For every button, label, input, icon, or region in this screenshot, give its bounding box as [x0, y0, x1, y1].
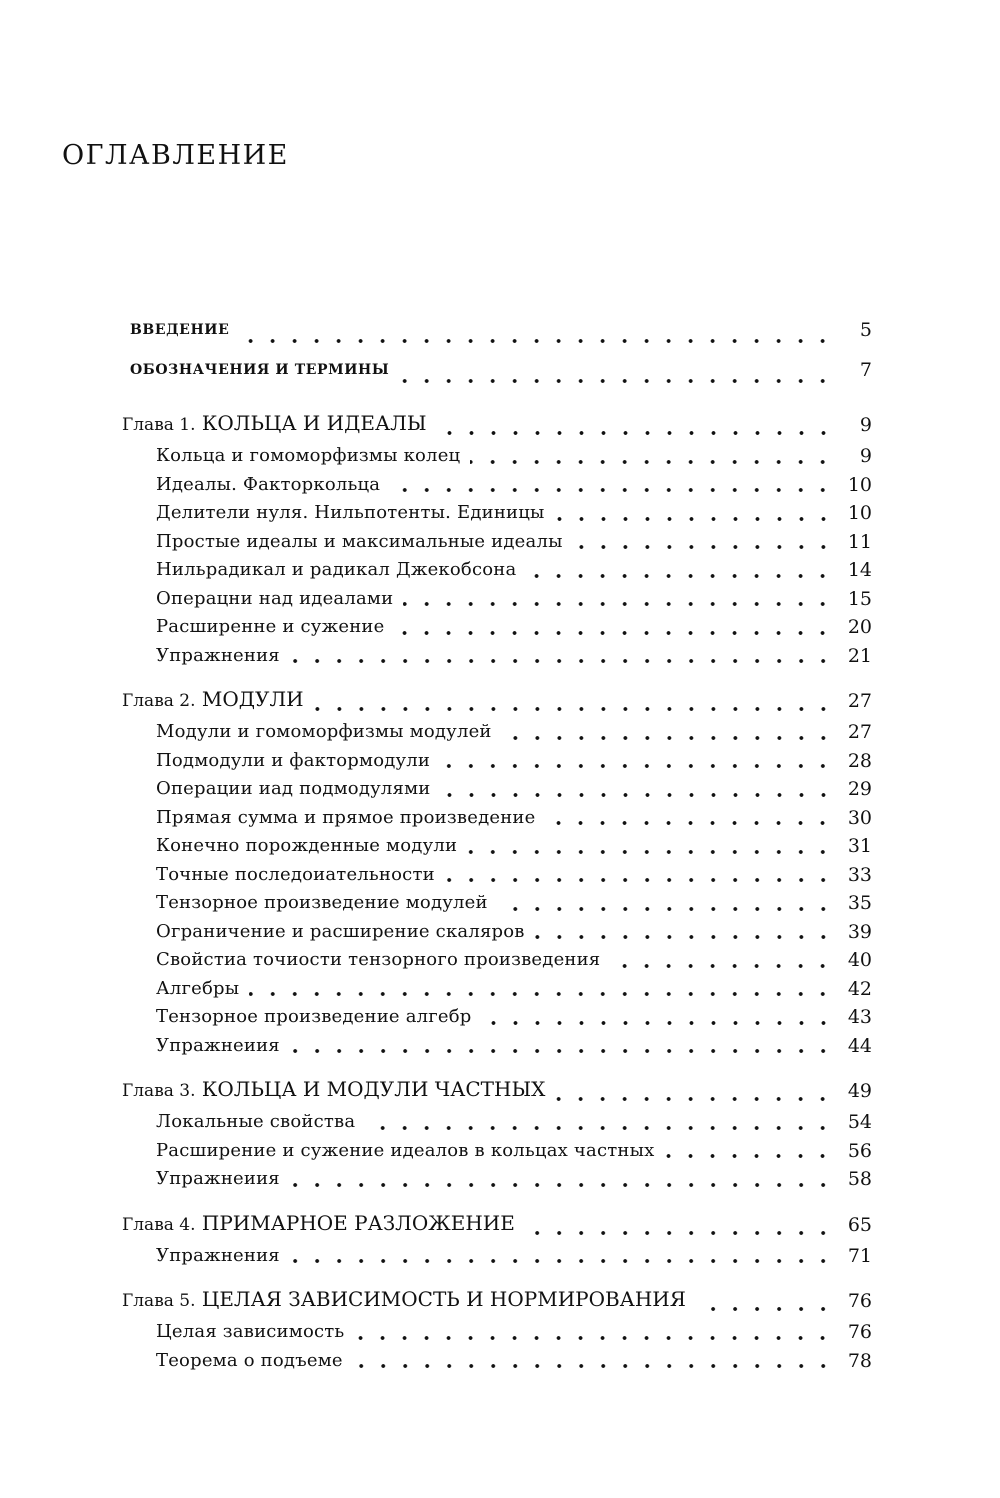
dot-leader — [290, 1183, 834, 1187]
toc-entry-page: 54 — [847, 1111, 872, 1133]
dot-leader — [365, 1126, 834, 1130]
toc-entry-page: 21 — [847, 644, 872, 667]
toc-section[interactable] — [122, 747, 872, 776]
toc-entry-page: 44 — [847, 1034, 872, 1057]
toc-section[interactable] — [122, 1242, 872, 1271]
toc-section-title: Упражнеиия — [156, 1168, 280, 1189]
dot-leader — [555, 517, 834, 521]
toc-section-title: Нильрадикал и радикал Джекобсона — [156, 559, 517, 580]
toc-entry-page: 78 — [847, 1349, 872, 1372]
toc-entry-page: 42 — [847, 977, 872, 1000]
toc-section-title: Локальные свойства — [156, 1111, 356, 1132]
toc-entry-page: 28 — [847, 749, 872, 772]
toc-section-title: Простые идеалы и максимальные идеалы — [156, 530, 563, 552]
toc-entry-page: 43 — [847, 1006, 872, 1028]
dot-leader — [610, 964, 834, 968]
toc-section[interactable] — [122, 1108, 872, 1137]
toc-entry-page: 30 — [847, 806, 872, 829]
chapter-title: КОЛЬЦА И МОДУЛИ ЧАСТНЫХ — [201, 1077, 546, 1101]
toc-entry-page: 40 — [847, 949, 872, 971]
toc-chapter-heading — [122, 1282, 686, 1318]
toc-entry-page: 10 — [847, 502, 872, 524]
toc-section-title: Прямая сумма и прямое произведение — [156, 806, 536, 828]
toc-section[interactable] — [122, 613, 872, 642]
dot-leader — [290, 1049, 834, 1053]
dot-leader — [394, 631, 834, 635]
toc-entry-page: 27 — [847, 690, 872, 712]
toc-entry-page: 29 — [847, 778, 872, 800]
toc-section[interactable] — [122, 556, 872, 585]
dot-leader — [399, 379, 834, 383]
dot-leader — [482, 1021, 834, 1025]
toc-section[interactable] — [122, 861, 872, 890]
dot-leader — [403, 602, 834, 606]
toc-entry-page: 27 — [847, 721, 872, 743]
toc-entry-page: 58 — [847, 1168, 872, 1190]
toc-section[interactable] — [122, 1032, 872, 1061]
chapter-label: Глава 4. — [122, 1214, 196, 1235]
toc-section-title: Тензорное прoизведение алгебр — [156, 1006, 472, 1027]
toc-front-notation[interactable] — [122, 350, 872, 390]
chapter-title: КОЛЬЦА И ИДЕАЛЫ — [201, 411, 427, 435]
dot-leader — [498, 907, 834, 911]
toc-chapter-4[interactable] — [122, 1208, 872, 1242]
toc-entry-page: 11 — [847, 530, 872, 553]
dot-leader — [555, 1097, 834, 1101]
toc-section[interactable] — [122, 832, 872, 861]
toc-entry-page: 31 — [847, 835, 872, 857]
toc-entry-page: 33 — [847, 863, 872, 886]
toc-section-title: Алгебры — [156, 977, 240, 999]
toc-section-title: Упражнения — [156, 644, 280, 666]
toc-entry-page: 76 — [847, 1321, 872, 1343]
page-title: ОГЛАВЛЕНИЕ — [62, 140, 289, 171]
toc-section[interactable] — [122, 804, 872, 833]
toc-section-title: Упражнения — [156, 1244, 280, 1266]
toc-section[interactable] — [122, 889, 872, 918]
toc-section-title: Подмодули и фактормодули — [156, 749, 431, 771]
toc-section[interactable] — [122, 585, 872, 614]
dot-leader — [545, 821, 834, 825]
toc-section-title: Идеалы. Факторкольца — [156, 473, 381, 495]
toc-entry-page: 7 — [859, 359, 872, 381]
toc-front-intro[interactable] — [122, 310, 872, 350]
toc-entry-page: 49 — [847, 1080, 872, 1102]
toc-section-title: Тензорное произведение модулей — [156, 892, 488, 913]
toc-section-title: Свойстиа точиости тензорного произведения — [156, 949, 601, 970]
toc-chapter-5[interactable] — [122, 1284, 872, 1318]
toc-section[interactable] — [122, 1165, 872, 1194]
toc-section[interactable] — [122, 1003, 872, 1032]
toc-entry-page: 39 — [847, 920, 872, 943]
dot-leader — [314, 707, 834, 711]
dot-leader — [354, 1336, 834, 1340]
toc-section[interactable] — [122, 946, 872, 975]
dot-leader — [445, 878, 834, 882]
chapter-title: ПРИМАРНОЕ РАЗЛОЖЕНИЕ — [201, 1210, 515, 1235]
toc-entry-page: 20 — [847, 616, 872, 638]
toc-section-title: Ограничение и расширение скаляров — [156, 920, 525, 942]
toc-section-title: Целая зависимость — [156, 1321, 345, 1342]
toc-chapter-heading — [122, 1072, 545, 1108]
dot-leader — [467, 850, 834, 854]
chapter-title: МОДУЛИ — [201, 687, 304, 711]
chapter-label: Глава 2. — [122, 691, 196, 711]
toc-section-title: Операцни над идеалами — [156, 587, 394, 609]
toc-section[interactable] — [122, 718, 872, 747]
toc-section[interactable] — [122, 471, 872, 500]
chapter-label: Глава 3. — [122, 1081, 196, 1101]
toc-chapter-heading — [122, 682, 304, 718]
toc-entry-page: 56 — [847, 1139, 872, 1162]
dot-leader — [290, 1259, 834, 1263]
toc-section[interactable] — [122, 775, 872, 804]
dot-leader — [535, 935, 834, 939]
dot-leader — [696, 1307, 834, 1311]
toc-entry-title: ОБОЗНАЧЕНИЯ И ТЕРМИНЫ — [130, 362, 390, 378]
dot-leader — [502, 736, 834, 740]
toc-entry-page: 5 — [859, 319, 872, 341]
toc-section[interactable] — [122, 1347, 872, 1376]
dot-leader — [573, 545, 834, 549]
dot-leader — [353, 1364, 834, 1368]
toc-section-title: Операции иад подмодулями — [156, 778, 431, 799]
toc-section[interactable] — [122, 975, 872, 1004]
chapter-list — [122, 408, 872, 1375]
toc-section[interactable] — [122, 642, 872, 671]
toc-entry-page: 65 — [847, 1213, 872, 1236]
toc-entry-page: 15 — [847, 587, 872, 610]
dot-leader — [440, 764, 834, 768]
toc-section-title: Модули и гомоморфизмы модулей — [156, 721, 492, 742]
dot-leader — [390, 488, 834, 492]
toc-entry-page: 71 — [847, 1244, 872, 1267]
toc-section[interactable] — [122, 528, 872, 557]
dot-leader — [525, 1231, 834, 1235]
chapter-label: Глава 5. — [122, 1291, 196, 1311]
toc-entry-page: 9 — [859, 414, 872, 436]
toc-section[interactable] — [122, 1137, 872, 1166]
toc-section-title: Делители нуля. Нильпотенты. Единицы — [156, 502, 545, 523]
toc-entry-page: 9 — [859, 445, 872, 467]
toc-section-title: Расширенне и сужение — [156, 616, 385, 637]
toc-section[interactable] — [122, 1318, 872, 1347]
dot-leader — [526, 574, 834, 578]
toc-section-title: Точные последоиательности — [156, 863, 435, 885]
toc-entry-page: 10 — [847, 473, 872, 496]
dot-leader — [441, 793, 834, 797]
toc-chapter-heading — [122, 406, 427, 442]
dot-leader — [249, 992, 834, 996]
toc-entry-page: 35 — [847, 892, 872, 914]
toc-entry-title: ВВЕДЕНИЕ — [130, 322, 230, 338]
toc-chapter-1[interactable] — [122, 408, 872, 442]
chapter-label: Глава 1. — [122, 415, 196, 435]
toc-entry-page: 76 — [847, 1290, 872, 1312]
dot-leader — [437, 431, 835, 435]
toc-entry-page: 14 — [847, 559, 872, 581]
toc-section[interactable] — [122, 499, 872, 528]
toc-section-title: Конечно порожденные модули — [156, 835, 458, 856]
dot-leader — [470, 460, 834, 464]
toc-section-title: Расширение и сужение идеалов в кольцах частных — [156, 1139, 655, 1161]
table-of-contents — [122, 310, 872, 1375]
toc-section-title: Кольца и гомоморфизмы колец — [156, 445, 461, 466]
dot-leader — [664, 1154, 834, 1158]
toc-section-title: Теорема о подъеме — [156, 1349, 343, 1371]
toc-section[interactable] — [122, 918, 872, 947]
chapter-title: ЦЕЛАЯ ЗАВИСИМОСТЬ И НОРМИРОВАНИЯ — [201, 1287, 686, 1311]
dot-leader — [290, 659, 834, 663]
toc-section-title: Упражнеиия — [156, 1034, 280, 1056]
toc-chapter-heading — [122, 1206, 515, 1242]
toc-chapter-3[interactable] — [122, 1074, 872, 1108]
toc-chapter-2[interactable] — [122, 684, 872, 718]
toc-section[interactable] — [122, 442, 872, 471]
dot-leader — [239, 339, 834, 343]
